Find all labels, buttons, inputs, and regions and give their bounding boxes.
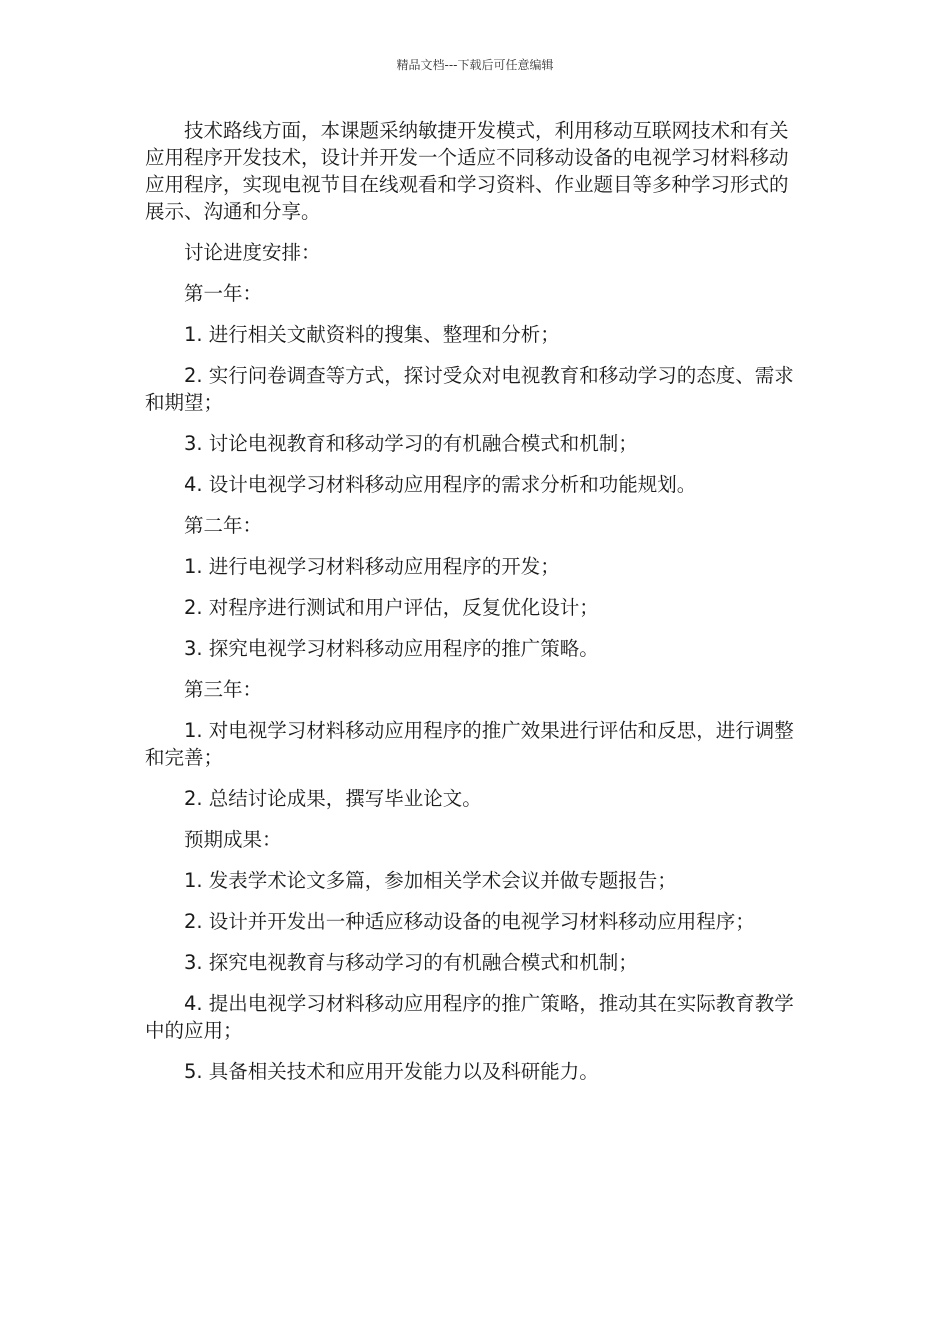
paragraph-technical-route: 技术路线方面，本课题采纳敏捷开发模式，利用移动互联网技术和有关应用程序开发技术，设计并开发一个适应不同移动设备的电视学习材料移动应用程序，实现电视节目在线观看和学习资料、作业题目等多种学习形式的展示、沟通和分享。	[145, 119, 789, 223]
list-item: 2. 设计并开发出一种适应移动设备的电视学习材料移动应用程序；	[184, 910, 755, 933]
heading-year-one: 第一年：	[184, 282, 263, 305]
document-body	[145, 117, 800, 1099]
heading-year-two: 第二年：	[184, 514, 263, 537]
list-item: 2. 总结讨论成果，撰写毕业论文。	[184, 787, 482, 810]
list-item: 4. 提出电视学习材料移动应用程序的推广策略，推动其在实际教育教学中的应用；	[145, 992, 794, 1042]
heading-expected-results: 预期成果：	[184, 828, 282, 851]
page-header: 精品文档---下载后可任意编辑	[396, 58, 554, 72]
heading-year-three: 第三年：	[184, 678, 263, 701]
list-item: 1. 进行相关文献资料的搜集、整理和分析；	[184, 323, 560, 346]
list-item: 1. 对电视学习材料移动应用程序的推广效果进行评估和反思，进行调整和完善；	[145, 719, 794, 769]
list-item: 3. 探究电视教育与移动学习的有机融合模式和机制；	[184, 951, 638, 974]
list-item: 1. 发表学术论文多篇，参加相关学术会议并做专题报告；	[184, 869, 677, 892]
list-item: 3. 探究电视学习材料移动应用程序的推广策略。	[184, 637, 599, 660]
list-item: 3. 讨论电视教育和移动学习的有机融合模式和机制；	[184, 432, 638, 455]
list-item: 5. 具备相关技术和应用开发能力以及科研能力。	[184, 1060, 599, 1083]
list-item: 2. 实行问卷调查等方式，探讨受众对电视教育和移动学习的态度、需求和期望；	[145, 364, 794, 414]
list-item: 2. 对程序进行测试和用户评估，反复优化设计；	[184, 596, 599, 619]
list-item: 4. 设计电视学习材料移动应用程序的需求分析和功能规划。	[184, 473, 697, 496]
heading-schedule: 讨论进度安排：	[184, 241, 321, 264]
list-item: 1. 进行电视学习材料移动应用程序的开发；	[184, 555, 560, 578]
